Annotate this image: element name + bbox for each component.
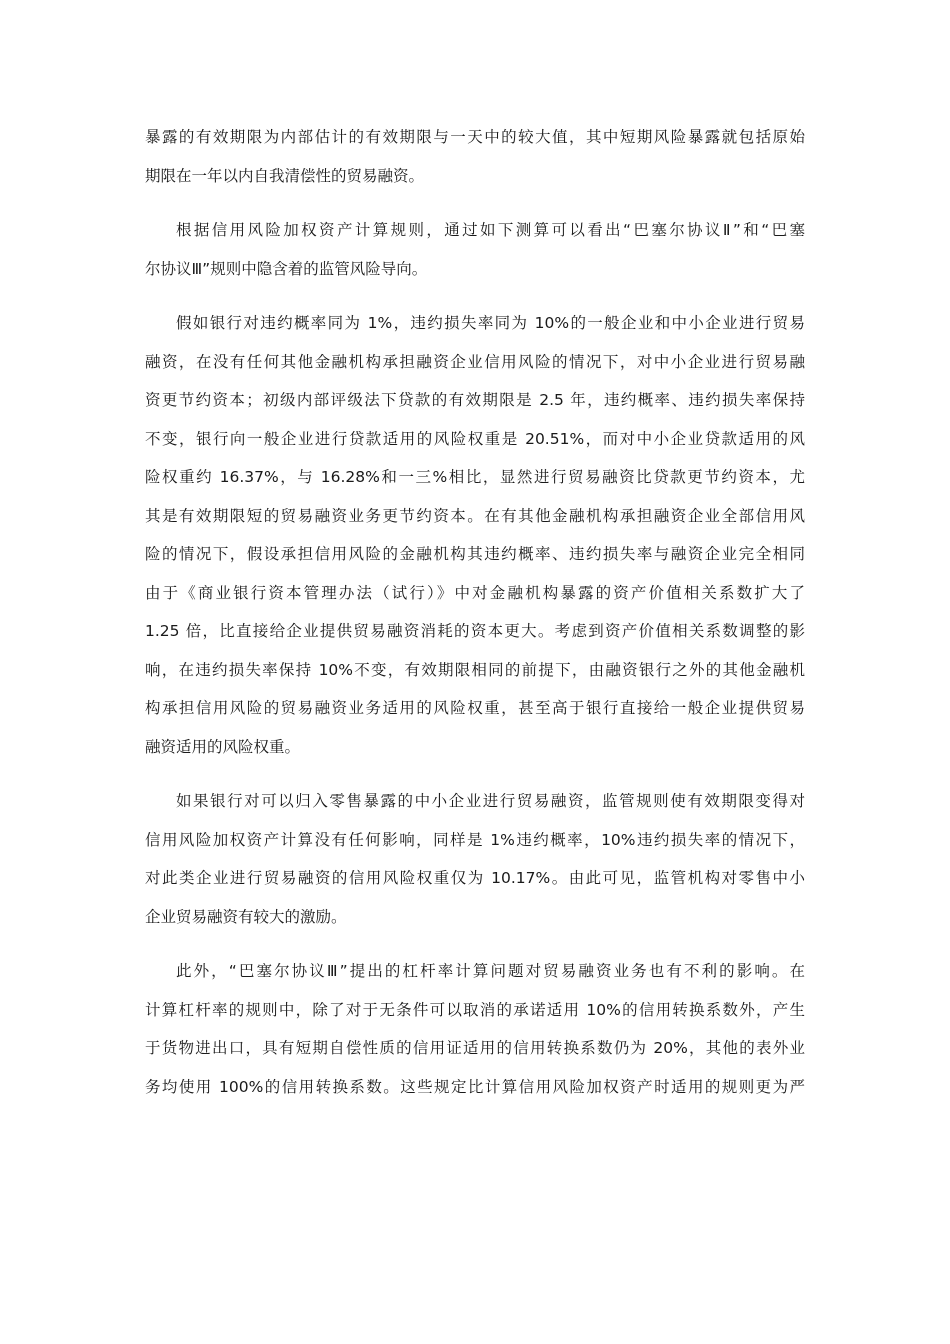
text-line: 构承担信用风险的贸易融资业务适用的风险权重，甚至高于银行直接给一般企业提供贸易 <box>145 699 805 717</box>
text-line: 险权重约 16.37%，与 16.28%和一三%相比，显然进行贸易融资比贷款更节约资本，尤 <box>145 468 805 486</box>
text-line: 于货物进出口，具有短期自偿性质的信用证适用的信用转换系数仍为 20%，其他的表外业 <box>145 1039 805 1057</box>
text-line: 假如银行对违约概率同为 1%，违约损失率同为 10%的一般企业和中小企业进行贸易 <box>176 314 805 332</box>
text-line: 尔协议Ⅲ”规则中隐含着的监管风险导向。 <box>145 259 428 278</box>
text-line: 此外，“巴塞尔协议Ⅲ”提出的杠杆率计算问题对贸易融资业务也有不利的影响。在 <box>176 962 805 980</box>
text-line: 根据信用风险加权资产计算规则，通过如下测算可以看出“巴塞尔协议Ⅱ”和“巴塞 <box>176 221 805 239</box>
text-line: 资更节约资本；初级内部评级法下贷款的有效期限是 2.5 年，违约概率、违约损失率保持 <box>145 391 805 409</box>
document-body <box>145 118 805 1122</box>
text-line: 融资，在没有任何其他金融机构承担融资企业信用风险的情况下，对中小企业进行贸易融 <box>145 352 805 371</box>
text-line: 其是有效期限短的贸易融资业务更节约资本。在有其他金融机构承担融资企业全部信用风 <box>145 506 805 525</box>
paragraph-1 <box>145 118 805 195</box>
paragraph-5 <box>145 952 805 1106</box>
text-line: 如果银行对可以归入零售暴露的中小企业进行贸易融资，监管规则使有效期限变得对 <box>176 792 805 810</box>
text-line: 对此类企业进行贸易融资的信用风险权重仅为 10.17%。由此可见，监管机构对零售中小 <box>145 869 805 887</box>
text-line: 务均使用 100%的信用转换系数。这些规定比计算信用风险加权资产时适用的规则更为严 <box>145 1077 805 1096</box>
text-line: 期限在一年以内自我清偿性的贸易融资。 <box>145 166 425 185</box>
text-line: 计算杠杆率的规则中，除了对于无条件可以取消的承诺适用 10%的信用转换系数外，产生 <box>145 1000 805 1019</box>
text-line: 企业贸易融资有较大的激励。 <box>145 907 347 926</box>
paragraph-4 <box>145 782 805 936</box>
text-line: 响，在违约损失率保持 10%不变，有效期限相同的前提下，由融资银行之外的其他金融机 <box>145 660 805 679</box>
text-line: 1.25 倍，比直接给企业提供贸易融资消耗的资本更大。考虑到资产价值相关系数调整的影 <box>145 622 805 640</box>
text-line: 暴露的有效期限为内部估计的有效期限与一天中的较大值，其中短期风险暴露就包括原始 <box>145 128 805 146</box>
paragraph-2 <box>145 211 805 288</box>
paragraph-3 <box>145 304 805 766</box>
text-line: 由于《商业银行资本管理办法（试行）》中对金融机构暴露的资产价值相关系数扩大了 <box>145 583 805 602</box>
text-line: 不变，银行向一般企业进行贷款适用的风险权重是 20.51%，而对中小企业贷款适用的风 <box>145 429 805 448</box>
text-line: 融资适用的风险权重。 <box>145 737 301 756</box>
text-line: 险的情况下，假设承担信用风险的金融机构其违约概率、违约损失率与融资企业完全相同 <box>145 545 805 563</box>
text-line: 信用风险加权资产计算没有任何影响，同样是 1%违约概率，10%违约损失率的情况下， <box>145 830 805 849</box>
